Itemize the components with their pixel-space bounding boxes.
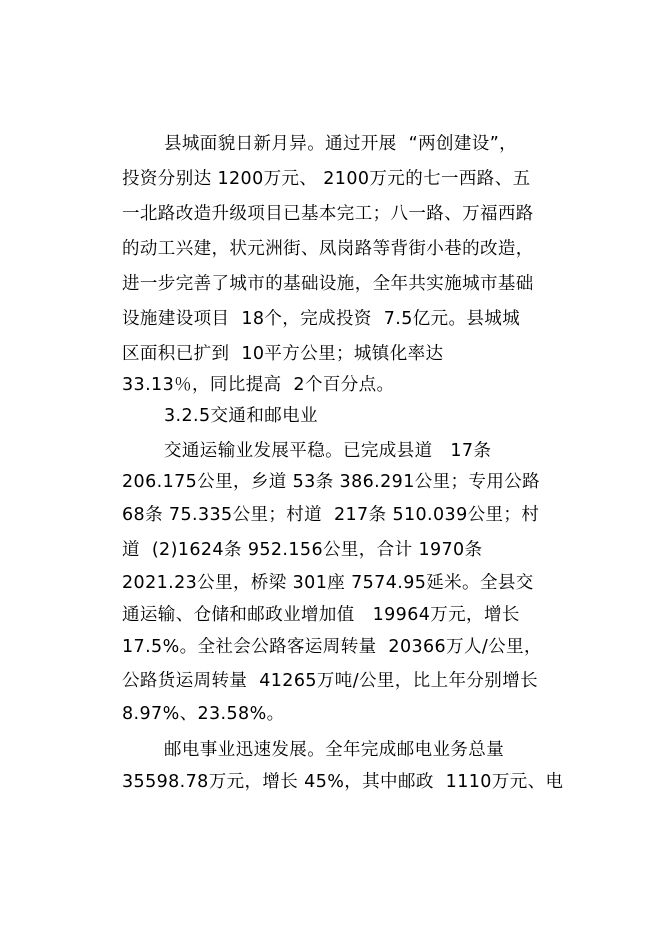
text-line: 8.97%、23.58%。	[122, 704, 285, 724]
section-heading: 3.2.5交通和邮电业	[164, 406, 318, 426]
text-line: 206.175公里，乡道 53条 386.291公里；专用公路	[122, 472, 541, 492]
text-line: 35598.78万元，增长 45%，其中邮政 1110万元、电	[122, 772, 564, 792]
text-line: 邮电事业迅速发展。全年完成邮电业务总量	[164, 740, 505, 760]
text-line: 交通运输业发展平稳。已完成县道 17条	[164, 441, 492, 461]
text-line: 设施建设项目 18个，完成投资 7.5亿元。县城城	[122, 309, 521, 329]
text-line: 投资分别达 1200万元、 2100万元的七一西路、五	[122, 169, 531, 189]
text-line: 的动工兴建，状元洲街、凤岗路等背街小巷的改造，	[122, 239, 534, 259]
text-line: 68条 75.335公里；村道 217条 510.039公里；村	[122, 505, 540, 525]
text-line: 进一步完善了城市的基础设施，全年共实施城市基础	[122, 274, 534, 294]
text-line: 一北路改造升级项目已基本完工；八一路、万福西路	[122, 204, 534, 224]
text-line: 通运输、仓储和邮政业增加值 19964万元，增长	[122, 605, 520, 625]
text-line: 县城面貌日新月异。通过开展 “两创建设”，	[164, 134, 518, 154]
text-line: 道 (2)1624条 952.156公里，合计 1970条	[122, 540, 483, 560]
text-line: 公路货运周转量 41265万吨/公里，比上年分别增长	[122, 671, 538, 691]
text-line: 区面积已扩到 10平方公里；城镇化率达	[122, 344, 444, 364]
text-line: 17.5%。全社会公路客运周转量 20366万人/公里，	[122, 637, 542, 657]
text-line: 33.13％，同比提高 2个百分点。	[122, 375, 395, 395]
text-line: 2021.23公里，桥梁 301座 7574.95延米。全县交	[122, 573, 534, 593]
